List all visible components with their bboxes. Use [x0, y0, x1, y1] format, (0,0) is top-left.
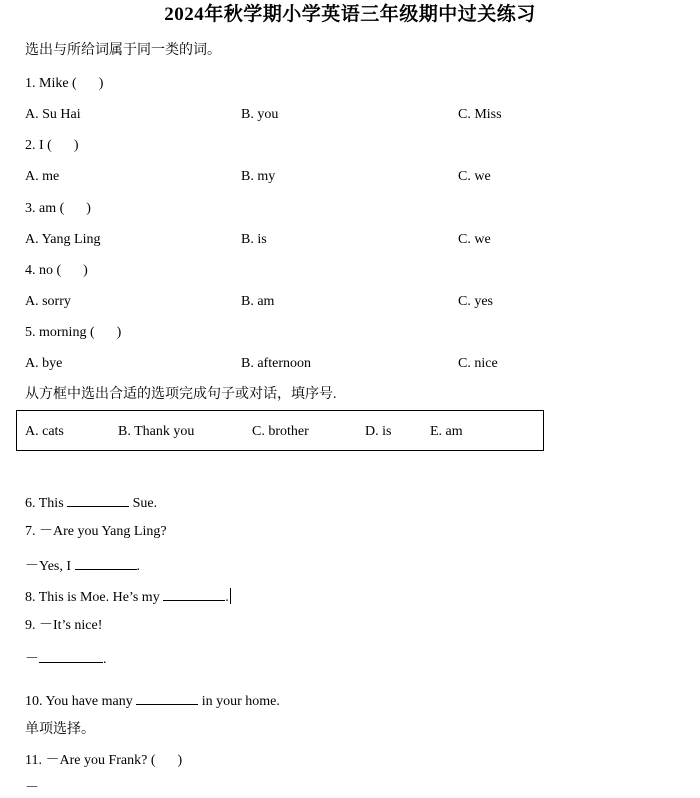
option-a: A. me — [25, 169, 60, 184]
section2-instruction: 从方框中选出合适的选项完成句子或对话，填序号. — [25, 387, 337, 402]
question-1-options — [25, 106, 665, 124]
question-text: 8. This is Moe. He’s my — [25, 590, 160, 605]
question-3-options — [25, 231, 665, 249]
text-cursor — [230, 588, 231, 604]
word-box-option-a: A. cats — [25, 424, 64, 439]
question-text: Sue. — [132, 496, 158, 511]
question-stem: 4. no ( — [25, 263, 62, 278]
answer-blank[interactable] — [136, 690, 198, 705]
word-box-option-e: E. am — [430, 424, 463, 439]
question-text: . — [136, 559, 141, 574]
question-stem: 3. am ( — [25, 201, 65, 216]
section3-instruction: 单项选择。 — [25, 722, 95, 737]
page-title: 2024年秋学期小学英语三年级期中过关练习 — [164, 4, 536, 25]
question-4-options — [25, 293, 665, 311]
word-box-option-d: D. is — [365, 424, 392, 439]
answer-blank[interactable] — [39, 648, 103, 663]
question-9-line-2 — [25, 648, 107, 669]
question-5 — [25, 324, 121, 342]
question-8 — [25, 586, 231, 607]
option-b: B. is — [241, 232, 267, 247]
option-b: B. you — [241, 107, 279, 122]
question-paren-close: ) — [116, 325, 122, 340]
question-text: 10. You have many — [25, 694, 133, 709]
question-text: . — [225, 590, 229, 605]
question-paren-close: ) — [86, 201, 91, 216]
question-7-line-1: 7. －Are you Yang Ling? — [25, 524, 167, 539]
word-box — [16, 410, 544, 451]
question-text: 11. －Are you Frank? ( — [25, 753, 156, 768]
question-text: －Yes, I — [25, 559, 72, 574]
question-1 — [25, 75, 103, 93]
option-c: C. we — [458, 169, 491, 184]
question-3 — [25, 200, 91, 218]
question-text: in your home. — [201, 694, 280, 709]
answer-blank[interactable] — [163, 586, 225, 601]
answer-blank[interactable] — [75, 555, 137, 570]
question-4 — [25, 262, 88, 280]
option-b: B. afternoon — [241, 356, 311, 371]
question-9-line-1: 9. －It’s nice! — [25, 618, 103, 633]
word-box-option-b: B. Thank you — [118, 424, 195, 439]
question-7-line-2 — [25, 555, 140, 576]
question-stem: 2. I ( — [25, 138, 52, 153]
question-stem: 5. morning ( — [25, 325, 95, 340]
answer-blank[interactable] — [67, 492, 129, 507]
option-c: C. we — [458, 232, 491, 247]
option-a: A. Su Hai — [25, 107, 81, 122]
question-paren-close: ) — [83, 263, 88, 278]
question-stem: 1. Mike ( — [25, 76, 77, 91]
option-b: B. am — [241, 294, 275, 309]
option-b: B. my — [241, 169, 276, 184]
question-paren-close: ) — [177, 753, 183, 768]
question-11 — [25, 752, 182, 770]
question-paren-close: ) — [73, 138, 79, 153]
option-c: C. nice — [458, 356, 498, 371]
question-paren-close: ) — [98, 76, 104, 91]
question-11-line-2: － — [25, 781, 39, 796]
question-text: 6. This — [25, 496, 64, 511]
question-6 — [25, 492, 157, 513]
word-box-option-c: C. brother — [252, 424, 309, 439]
question-5-options — [25, 355, 665, 373]
question-2 — [25, 137, 79, 155]
option-a: A. sorry — [25, 294, 71, 309]
question-text: － — [25, 652, 39, 667]
question-10 — [25, 690, 280, 711]
question-text: . — [103, 652, 107, 667]
section1-instruction: 选出与所给词属于同一类的词。 — [25, 43, 221, 58]
question-2-options — [25, 168, 665, 186]
option-a: A. Yang Ling — [25, 232, 101, 247]
option-a: A. bye — [25, 356, 63, 371]
option-c: C. yes — [458, 294, 493, 309]
option-c: C. Miss — [458, 107, 502, 122]
